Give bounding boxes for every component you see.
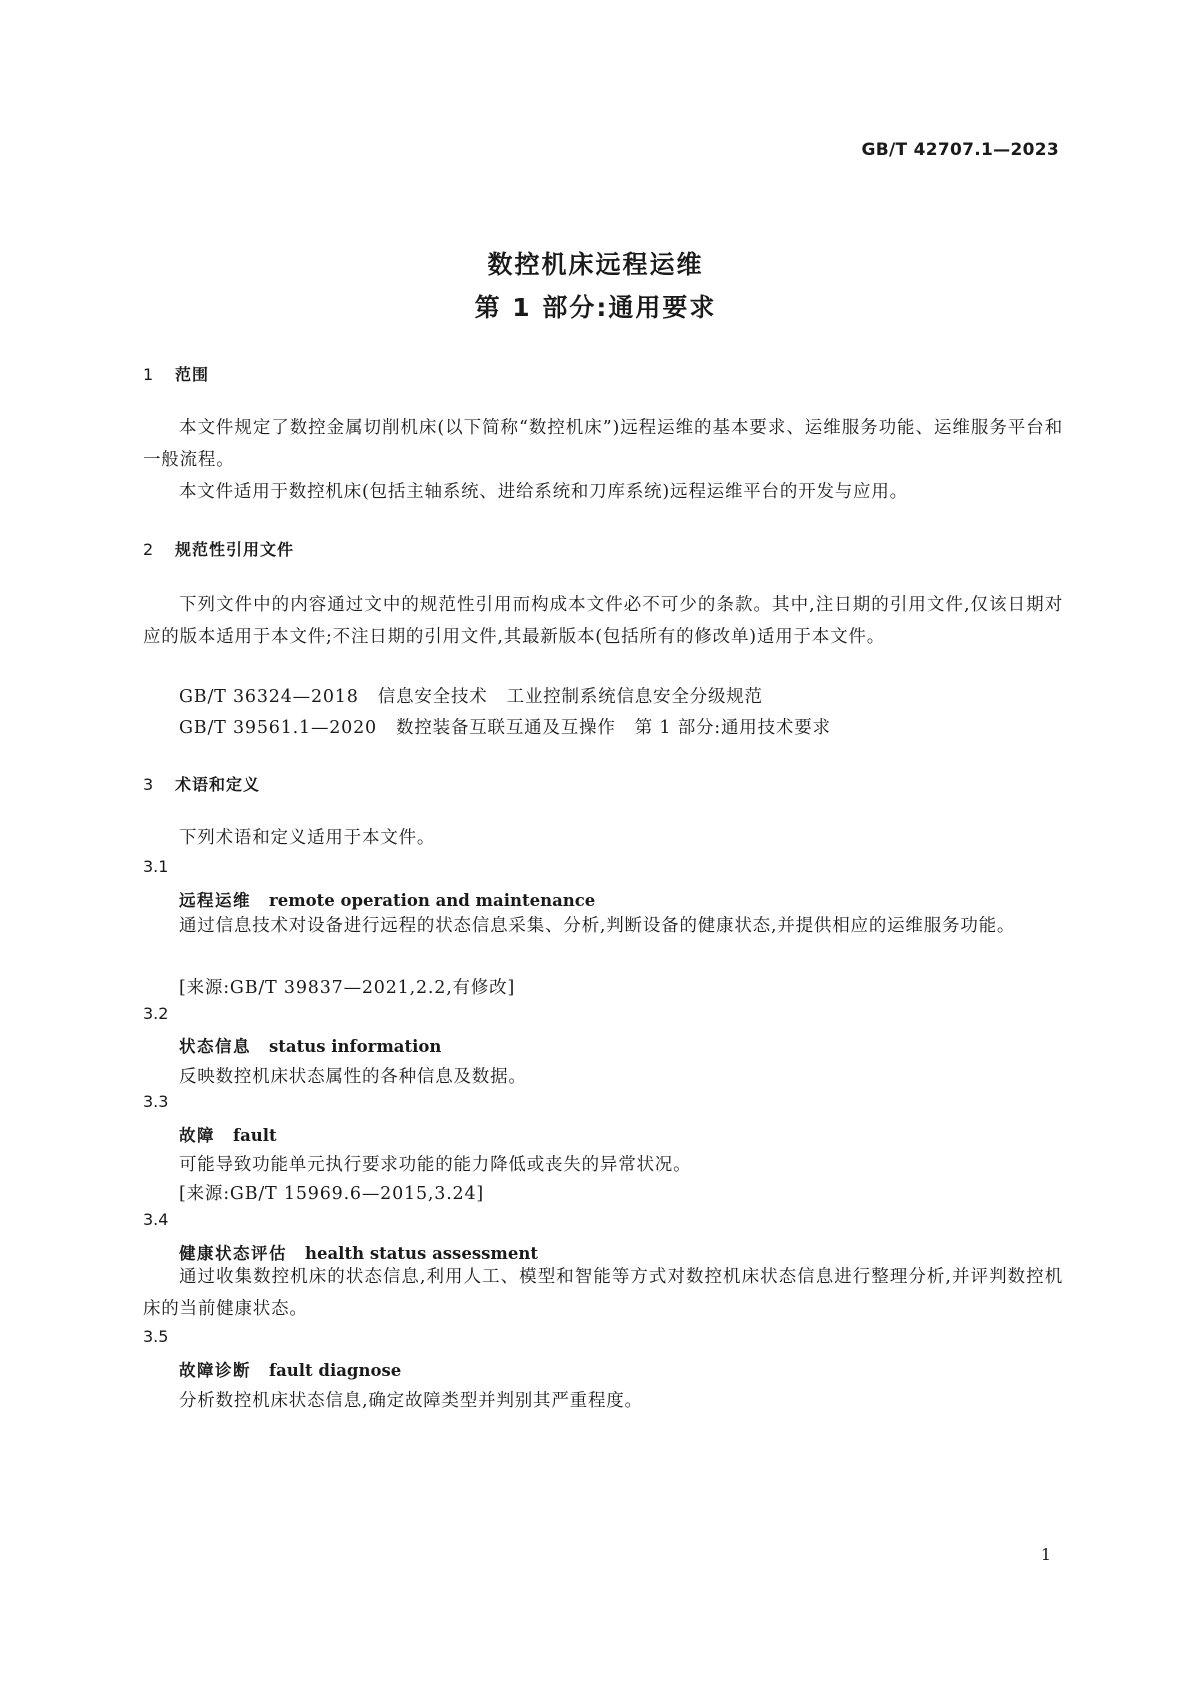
term-entry xyxy=(179,887,595,911)
paragraph: 本文件规定了数控金属切削机床(以下简称“数控机床”)远程运维的基本要求、运维服务功能、运维服务平台和一般流程。 xyxy=(143,418,1063,470)
paragraph: 下列文件中的内容通过文中的规范性引用而构成本文件必不可少的条款。其中,注日期的引用文件,仅该日期对应的版本适用于本文件;不注日期的引用文件,其最新版本(包括所有的修改单)适用于本文件。 xyxy=(143,595,1063,647)
paragraph: 下列术语和定义适用于本文件。 xyxy=(179,828,436,848)
section-number: 1 xyxy=(143,365,155,384)
clause-number: 3.1 xyxy=(143,857,169,876)
term-definition: 可能导致功能单元执行要求功能的能力降低或丧失的异常状况。 xyxy=(179,1155,692,1175)
term-zh: 故障 xyxy=(179,1126,215,1145)
term-zh: 故障诊断 xyxy=(179,1361,251,1380)
term-source: [来源:GB/T 39837—2021,2.2,有修改] xyxy=(179,978,516,998)
term-definition: 分析数控机床状态信息,确定故障类型并判别其严重程度。 xyxy=(179,1391,643,1411)
section-number: 3 xyxy=(143,775,155,794)
section-number: 2 xyxy=(143,540,155,559)
term-zh: 健康状态评估 xyxy=(179,1244,287,1263)
term-source: [来源:GB/T 15969.6—2015,3.24] xyxy=(179,1184,485,1204)
term-entry xyxy=(179,1122,277,1146)
paragraph: 本文件适用于数控机床(包括主轴系统、进给系统和刀库系统)远程运维平台的开发与应用。 xyxy=(179,482,908,502)
clause-number: 3.5 xyxy=(143,1327,169,1346)
reference-item: GB/T 36324—2018 信息安全技术 工业控制系统信息安全分级规范 xyxy=(179,687,763,707)
clause-number: 3.3 xyxy=(143,1092,169,1111)
term-en: status information xyxy=(269,1037,442,1056)
section-heading-scope xyxy=(143,362,209,385)
term-definition: 通过信息技术对设备进行远程的状态信息采集、分析,判断设备的健康状态,并提供相应的运维服务功能。 xyxy=(179,916,1016,936)
term-definition: 通过收集数控机床的状态信息,利用人工、模型和智能等方式对数控机床状态信息进行整理分析,并评判数控机床的当前健康状态。 xyxy=(143,1267,1063,1319)
term-zh: 远程运维 xyxy=(179,891,251,910)
section-title: 范围 xyxy=(175,365,210,384)
term-entry xyxy=(179,1357,401,1381)
section-heading-normative-references xyxy=(143,537,294,560)
clause-number: 3.2 xyxy=(143,1004,169,1023)
term-en: health status assessment xyxy=(305,1244,538,1263)
document-title: 数控机床远程运维 xyxy=(487,250,704,279)
term-entry xyxy=(179,1033,441,1057)
section-title: 规范性引用文件 xyxy=(175,540,295,559)
term-en: fault xyxy=(233,1126,277,1145)
section-heading-terms xyxy=(143,772,260,795)
reference-item: GB/T 39561.1—2020 数控装备互联互通及互操作 第 1 部分:通用技术要求 xyxy=(179,718,831,738)
term-en: fault diagnose xyxy=(269,1361,402,1380)
clause-number: 3.4 xyxy=(143,1210,169,1229)
standard-number: GB/T 42707.1—2023 xyxy=(861,140,1059,160)
term-zh: 状态信息 xyxy=(179,1037,251,1056)
term-en: remote operation and maintenance xyxy=(269,891,596,910)
page-number: 1 xyxy=(1040,1545,1051,1564)
term-definition: 反映数控机床状态属性的各种信息及数据。 xyxy=(179,1067,527,1087)
document-subtitle: 第 1 部分:通用要求 xyxy=(474,293,717,322)
section-title: 术语和定义 xyxy=(175,775,261,794)
